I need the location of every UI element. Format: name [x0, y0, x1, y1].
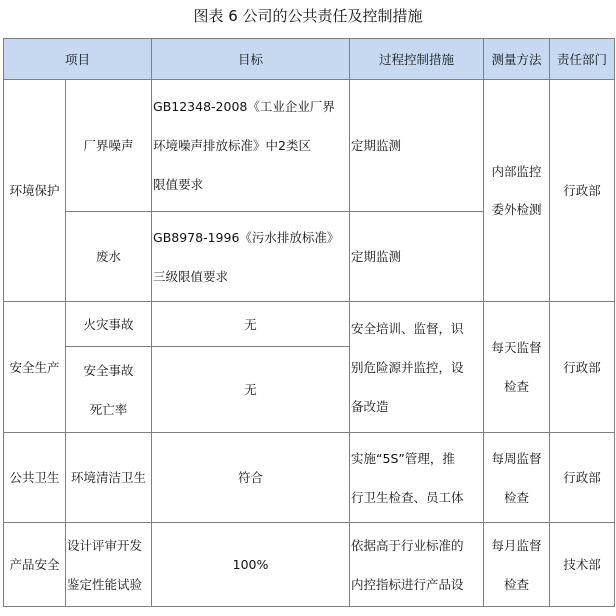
method-safety: 每天监督 检查 [484, 302, 550, 433]
table-caption: 图表 6 公司的公共责任及控制措施 [193, 7, 423, 25]
target-wastewater: GB8978-1996《污水排放标准》 三级限值要求 [152, 212, 350, 302]
target-noise: GB12348-2008《工业企业厂界 环境噪声排放标准》中2类区 限值要求 [152, 80, 350, 212]
measure-safety: 安全培训、监督，识 别危险源并监控，设 备改造 [350, 302, 484, 433]
header-row [4, 39, 615, 80]
category-safety: 安全生产 [4, 302, 66, 433]
header-item: 项目 [4, 39, 152, 80]
item-fatality: 安全事故 死亡率 [66, 347, 152, 433]
table-row [4, 80, 615, 212]
dept-safety: 行政部 [550, 302, 615, 433]
method-env: 内部监控 委外检测 [484, 80, 550, 302]
dept-health: 行政部 [550, 433, 615, 523]
measure-health: 实施“5S”管理，推 行卫生检查、员工体 [350, 433, 484, 523]
dept-env: 行政部 [550, 80, 615, 302]
table-row [4, 302, 615, 347]
category-health: 公共卫生 [4, 433, 66, 523]
target-fatality: 无 [152, 347, 350, 433]
measure-wastewater: 定期监测 [350, 212, 484, 302]
method-health: 每周监督 检查 [484, 433, 550, 523]
measure-product: 依据高于行业标准的 内控指标进行产品设 [350, 523, 484, 607]
table-row [4, 433, 615, 523]
measure-noise: 定期监测 [350, 80, 484, 212]
header-target: 目标 [152, 39, 350, 80]
target-cleaning: 符合 [152, 433, 350, 523]
responsibility-table [3, 38, 615, 607]
target-fire: 无 [152, 302, 350, 347]
header-method: 测量方法 [484, 39, 550, 80]
item-wastewater: 废水 [66, 212, 152, 302]
category-product: 产品安全 [4, 523, 66, 607]
header-dept: 责任部门 [550, 39, 615, 80]
category-env: 环境保护 [4, 80, 66, 302]
header-measures: 过程控制措施 [350, 39, 484, 80]
item-product: 设计评审开发 鉴定性能试验 [66, 523, 152, 607]
item-noise: 厂界噪声 [66, 80, 152, 212]
target-product: 100% [152, 523, 350, 607]
dept-product: 技术部 [550, 523, 615, 607]
table-row [4, 523, 615, 607]
item-cleaning: 环境清洁卫生 [66, 433, 152, 523]
method-product: 每月监督 检查 [484, 523, 550, 607]
item-fire: 火灾事故 [66, 302, 152, 347]
